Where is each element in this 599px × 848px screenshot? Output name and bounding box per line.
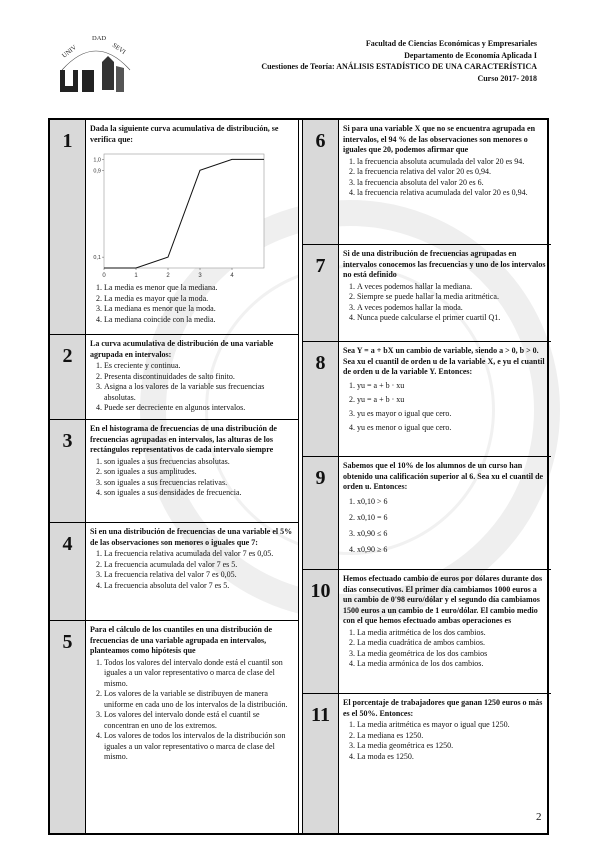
question-stem: Sabemos que el 10% de los alumnos de un curso han obtenido una calificación superior al 6. Sea xu el cuantil de orden u. Entonces: [343, 461, 544, 491]
option: 4. yu es menor o igual que cero. [357, 421, 546, 435]
question-stem: La curva acumulativa de distribución de una variable agrupada en intervalos: [90, 339, 274, 359]
question-number-cell: 11 [303, 694, 339, 833]
option: 4. Nunca puede calcularse el primer cuartil Q1. [357, 313, 546, 324]
option: 2. Presenta discontinuidades de salto finito. [104, 372, 293, 383]
university-logo [56, 26, 136, 94]
questions-grid [48, 118, 549, 835]
option: 1. Todos los valores del intervalo donde está el cuantil son iguales a un valor representativo o marca de clase del mismo. [104, 658, 293, 690]
option: 3. La media geométrica de los dos cambios [357, 649, 546, 660]
x-tick-label: 1 [134, 273, 138, 279]
question-number-cell: 9 [303, 457, 339, 569]
option: 4. La frecuencia absoluta del valor 7 es 5. [104, 581, 293, 592]
option: 4. la frecuencia relativa acumulada del valor 20 es 0,94. [357, 188, 546, 199]
option: 3. Asigna a los valores de la variable sus frecuencias absolutas. [104, 382, 293, 403]
question-number-cell: 5 [50, 621, 86, 833]
option: 4. La media armónica de los dos cambios. [357, 659, 546, 670]
option: 1. La media aritmética de los dos cambios. [357, 628, 546, 639]
department-name: Departamento de Economía Aplicada I [404, 50, 537, 60]
question-10 [303, 570, 551, 694]
svg-text:DAD: DAD [92, 35, 107, 42]
x-tick-label: 3 [198, 273, 202, 279]
question-6 [303, 120, 551, 245]
question-number-cell: 6 [303, 120, 339, 244]
option: 1. la frecuencia absoluta acumulada del valor 20 es 94. [357, 157, 546, 168]
question-stem: Sea Y = a + bX un cambio de variable, siendo a > 0, b > 0. Sea xu el cuantil de orden u de la variable X, e yu el cuantil de orden u de la variable Y. Entonces: [343, 346, 545, 376]
option: 3. A veces podemos hallar la moda. [357, 303, 546, 314]
option: 4. son iguales a sus densidades de frecuencia. [104, 488, 293, 499]
option: 3. x0,90 ≤ 6 [357, 526, 546, 542]
question-stem: Si en una distribución de frecuencias de una variable el 5% de las observaciones son menores o iguales que 7: [90, 527, 293, 547]
option: 1. Es creciente y continua. [104, 361, 293, 372]
option: 1. La media es menor que la mediana. [104, 283, 293, 294]
question-5 [50, 621, 298, 833]
question-number-cell: 4 [50, 523, 86, 620]
option: 2. x0,10 = 6 [357, 510, 546, 526]
option: 4. Puede ser decreciente en algunos intervalos. [104, 403, 293, 414]
question-number-cell: 7 [303, 245, 339, 341]
option: 3. La media geométrica es 1250. [357, 741, 546, 752]
option: 1. x0,10 > 6 [357, 494, 546, 510]
x-tick-label: 4 [230, 273, 234, 279]
y-tick-label: 0,1 [93, 255, 101, 262]
cumulative-distribution-chart [90, 148, 268, 280]
option: 2. la frecuencia relativa del valor 20 es 0,94. [357, 167, 546, 178]
question-stem: Dada la siguiente curva acumulativa de distribución, se verifica que: [90, 124, 279, 144]
option: 3. la frecuencia absoluta del valor 20 es 6. [357, 178, 546, 189]
option: 1. yu = a + b · xu [357, 379, 546, 393]
question-number-cell: 10 [303, 570, 339, 693]
topic-title: Cuestiones de Teoría: ANÁLISIS ESTADÍSTICO DE UNA CARACTERÍSTICA [261, 62, 537, 71]
question-11 [303, 694, 551, 833]
question-8 [303, 342, 551, 457]
option: 3. Los valores del intervalo donde está el cuantil se concentran en uno de los extremos. [104, 710, 293, 731]
question-stem: Si de una distribución de frecuencias agrupadas en intervalos conocemos las frecuencias y uno de los intervalos no está definido [343, 249, 546, 279]
y-tick-label: 1,0 [93, 157, 101, 164]
option: 3. son iguales a sus frecuencias relativas. [104, 478, 293, 489]
option: 2. La media cuadrática de ambos cambios. [357, 638, 546, 649]
option: 3. yu es mayor o igual que cero. [357, 407, 546, 421]
plot-frame [104, 154, 264, 268]
faculty-name: Facultad de Ciencias Económicas y Empresariales [365, 39, 537, 48]
option: 4. Los valores de todos los intervalos de la distribución son iguales a un valor representativo o marca de clase del mismo. [104, 731, 293, 763]
option: 3. La frecuencia relativa del valor 7 es 0,05. [104, 570, 293, 581]
question-stem: El porcentaje de trabajadores que ganan 1250 euros o más es el 50%. Entonces: [343, 698, 543, 718]
option: 2. La media es mayor que la moda. [104, 294, 293, 305]
option: 2. Siempre se puede hallar la media aritmética. [357, 292, 546, 303]
option: 4. La mediana coincide con la media. [104, 315, 293, 326]
question-9 [303, 457, 551, 570]
question-stem: Hemos efectuado cambio de euros por dólares durante dos días consecutivos. El primer día cambiamos 1000 euros a un cambio de 0'98 euro/dólar y el segundo día cambiamos 1500 euros a un cambio de 1 euro/dólar. El cambio medio con el que hemos efectuado ambas operaciones es [343, 574, 543, 625]
question-number-cell: 8 [303, 342, 339, 456]
x-tick-label: 2 [166, 273, 170, 279]
question-number-cell: 3 [50, 420, 86, 522]
y-tick-label: 0,9 [93, 168, 101, 175]
question-7 [303, 245, 551, 342]
question-1 [50, 120, 298, 335]
x-tick-label: 0 [102, 273, 106, 279]
option: 2. La mediana es 1250. [357, 731, 546, 742]
option: 4. La moda es 1250. [357, 752, 546, 763]
course-year: Curso 2017- 2018 [477, 73, 537, 83]
option: 1. La frecuencia relativa acumulada del valor 7 es 0,05. [104, 549, 293, 560]
question-stem: En el histograma de frecuencias de una distribución de frecuencias agrupadas en intervalos, las alturas de los rectángulos representativos de cada intervalo siempre [90, 424, 277, 454]
option: 1. La media aritmética es mayor o igual que 1250. [357, 720, 546, 731]
svg-text:UNIV: UNIV [60, 44, 79, 60]
option: 2. Los valores de la variable se distribuyen de manera uniforme en cada uno de los intervalos de la distribución. [104, 689, 293, 710]
option: 2. La frecuencia acumulada del valor 7 es 5. [104, 560, 293, 571]
question-2 [50, 335, 298, 420]
svg-text:SEVI: SEVI [110, 41, 127, 56]
page-header [261, 38, 537, 84]
option: 2. yu = a + b · xu [357, 393, 546, 407]
option: 1. son iguales a sus frecuencias absolutas. [104, 457, 293, 468]
option: 2. son iguales a sus amplitudes. [104, 467, 293, 478]
question-4 [50, 523, 298, 621]
question-stem: Si para una variable X que no se encuentra agrupada en intervalos, el 94 % de las observaciones son menores o iguales que 20, podemos afirmar que [343, 124, 536, 154]
option: 1. A veces podemos hallar la mediana. [357, 282, 546, 293]
option: 4. x0,90 ≥ 6 [357, 542, 546, 558]
option: 3. La mediana es menor que la moda. [104, 304, 293, 315]
question-stem: Para el cálculo de los cuantiles en una distribución de frecuencias de una variable agrupada en intervalos, planteamos como hipótesis que [90, 625, 273, 655]
question-number-cell: 2 [50, 335, 86, 419]
question-3 [50, 420, 298, 523]
question-number-cell: 1 [50, 120, 86, 334]
page-number: 2 [536, 811, 542, 823]
